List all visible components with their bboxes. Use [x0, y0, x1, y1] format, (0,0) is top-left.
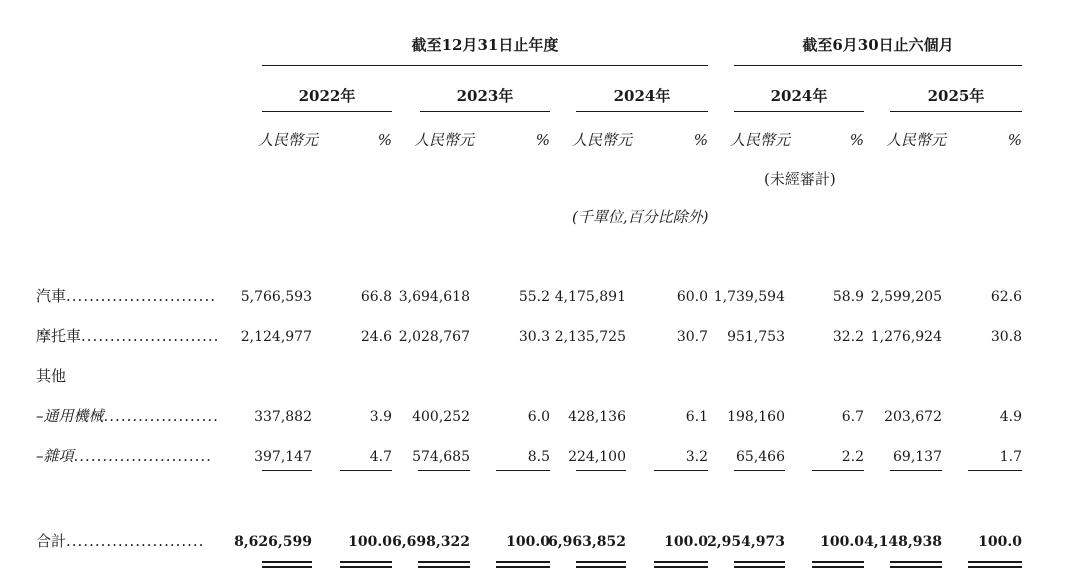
total-double-rule [340, 561, 392, 563]
total-double-rule [576, 566, 626, 568]
year-header-2022: 2022年 [298, 87, 356, 105]
total-pct: 100.0 [978, 534, 1022, 550]
cell-value: 203,672 [884, 409, 942, 425]
year-header-2024: 2024年 [613, 87, 671, 105]
year-header-2023: 2023年 [456, 87, 514, 105]
year-rule-2024 [576, 111, 708, 112]
total-double-rule [418, 561, 470, 563]
row-label: –通用機械.................... [36, 407, 219, 425]
cell-pct: 6.0 [527, 409, 550, 425]
total-double-rule [812, 566, 864, 568]
total-pct: 100.0 [348, 534, 392, 550]
total-double-rule [968, 566, 1022, 568]
group-header-year-end-rule [262, 65, 708, 66]
year-header-2025-h1: 2025年 [927, 87, 985, 105]
cell-value: 2,124,977 [240, 329, 312, 345]
subtotal-rule [968, 470, 1022, 471]
subtotal-rule [654, 470, 708, 471]
pct-label-2023: % [535, 131, 550, 149]
cell-pct: 4.9 [999, 409, 1022, 425]
pct-label-2024-h1: % [849, 131, 864, 149]
subtotal-rule [340, 470, 392, 471]
cell-pct: 2.2 [841, 449, 864, 465]
cell-value: 1,739,594 [713, 289, 785, 305]
cell-pct: 1.7 [999, 449, 1022, 465]
cell-pct: 66.8 [360, 289, 392, 305]
cell-pct: 60.0 [676, 289, 708, 305]
total-pct: 100.0 [664, 534, 708, 550]
cell-value: 1,276,924 [870, 329, 942, 345]
year-rule-2023 [420, 111, 550, 112]
subtotal-rule [418, 470, 470, 471]
group-header-six-months: 截至6月30日止六個月 [802, 36, 954, 54]
cell-value: 428,136 [568, 409, 626, 425]
year-rule-2022 [262, 111, 392, 112]
subtotal-rule [262, 470, 312, 471]
subtotal-rule [890, 470, 942, 471]
total-double-rule [654, 561, 708, 563]
year-rule-2024-h1 [734, 111, 864, 112]
total-value: 2,954,973 [707, 534, 785, 550]
cell-value: 4,175,891 [554, 289, 626, 305]
currency-label-2025-h1: 人民幣元 [886, 131, 947, 149]
row-label: 其他 [36, 367, 67, 385]
pct-label-2024: % [693, 131, 708, 149]
total-value: 6,698,322 [392, 534, 470, 550]
cell-value: 3,694,618 [398, 289, 470, 305]
cell-value: 5,766,593 [240, 289, 312, 305]
total-value: 6,963,852 [548, 534, 626, 550]
cell-value: 337,882 [254, 409, 312, 425]
total-value: 8,626,599 [234, 534, 312, 550]
cell-pct: 32.2 [832, 329, 864, 345]
cell-value: 198,160 [727, 409, 785, 425]
cell-value: 2,599,205 [870, 289, 942, 305]
cell-pct: 30.3 [518, 329, 550, 345]
total-double-rule [890, 566, 942, 568]
cell-value: 400,252 [412, 409, 470, 425]
subtotal-rule [496, 470, 550, 471]
total-double-rule [734, 566, 785, 568]
cell-pct: 58.9 [832, 289, 864, 305]
cell-value: 397,147 [254, 449, 312, 465]
cell-value: 574,685 [412, 449, 470, 465]
cell-pct: 8.5 [527, 449, 550, 465]
cell-value: 65,466 [736, 449, 785, 465]
total-double-rule [576, 561, 626, 563]
total-double-rule [496, 561, 550, 563]
cell-pct: 30.7 [676, 329, 708, 345]
cell-pct: 62.6 [990, 289, 1022, 305]
currency-label-2023: 人民幣元 [414, 131, 475, 149]
subtotal-rule [576, 470, 626, 471]
cell-value: 951,753 [727, 329, 785, 345]
pct-label-2025-h1: % [1007, 131, 1022, 149]
cell-pct: 24.6 [360, 329, 392, 345]
cell-pct: 55.2 [518, 289, 550, 305]
row-label: 汽車.......................... [36, 287, 216, 305]
total-double-rule [262, 566, 312, 568]
cell-value: 224,100 [568, 449, 626, 465]
total-label: 合計........................ [36, 532, 205, 550]
total-pct: 100.0 [506, 534, 550, 550]
cell-pct: 3.2 [685, 449, 708, 465]
group-header-year-end: 截至12月31日止年度 [411, 36, 559, 54]
cell-pct: 6.7 [841, 409, 864, 425]
total-double-rule [734, 561, 785, 563]
subtotal-rule [734, 470, 785, 471]
total-double-rule [654, 566, 708, 568]
total-double-rule [418, 566, 470, 568]
total-double-rule [890, 561, 942, 563]
currency-label-2022: 人民幣元 [258, 131, 319, 149]
currency-label-2024: 人民幣元 [572, 131, 633, 149]
total-value: 4,148,938 [864, 534, 942, 550]
total-double-rule [340, 566, 392, 568]
cell-pct: 3.9 [369, 409, 392, 425]
cell-pct: 4.7 [369, 449, 392, 465]
cell-value: 2,028,767 [398, 329, 470, 345]
cell-pct: 30.8 [990, 329, 1022, 345]
cell-pct: 6.1 [685, 409, 708, 425]
unaudited-note: (未經審計) [764, 170, 836, 188]
currency-label-2024-h1: 人民幣元 [730, 131, 791, 149]
cell-value: 69,137 [893, 449, 942, 465]
total-double-rule [496, 566, 550, 568]
group-header-six-months-rule [734, 65, 1022, 66]
year-header-2024-h1: 2024年 [770, 87, 828, 105]
total-double-rule [968, 561, 1022, 563]
cell-value: 2,135,725 [554, 329, 626, 345]
pct-label-2022: % [377, 131, 392, 149]
unit-note: (千單位,百分比除外) [572, 208, 709, 226]
year-rule-2025-h1 [890, 111, 1022, 112]
total-pct: 100.0 [820, 534, 864, 550]
total-double-rule [262, 561, 312, 563]
total-double-rule [812, 561, 864, 563]
subtotal-rule [812, 470, 864, 471]
row-label: –雜項........................ [36, 447, 212, 465]
row-label: 摩托車........................ [36, 327, 220, 345]
